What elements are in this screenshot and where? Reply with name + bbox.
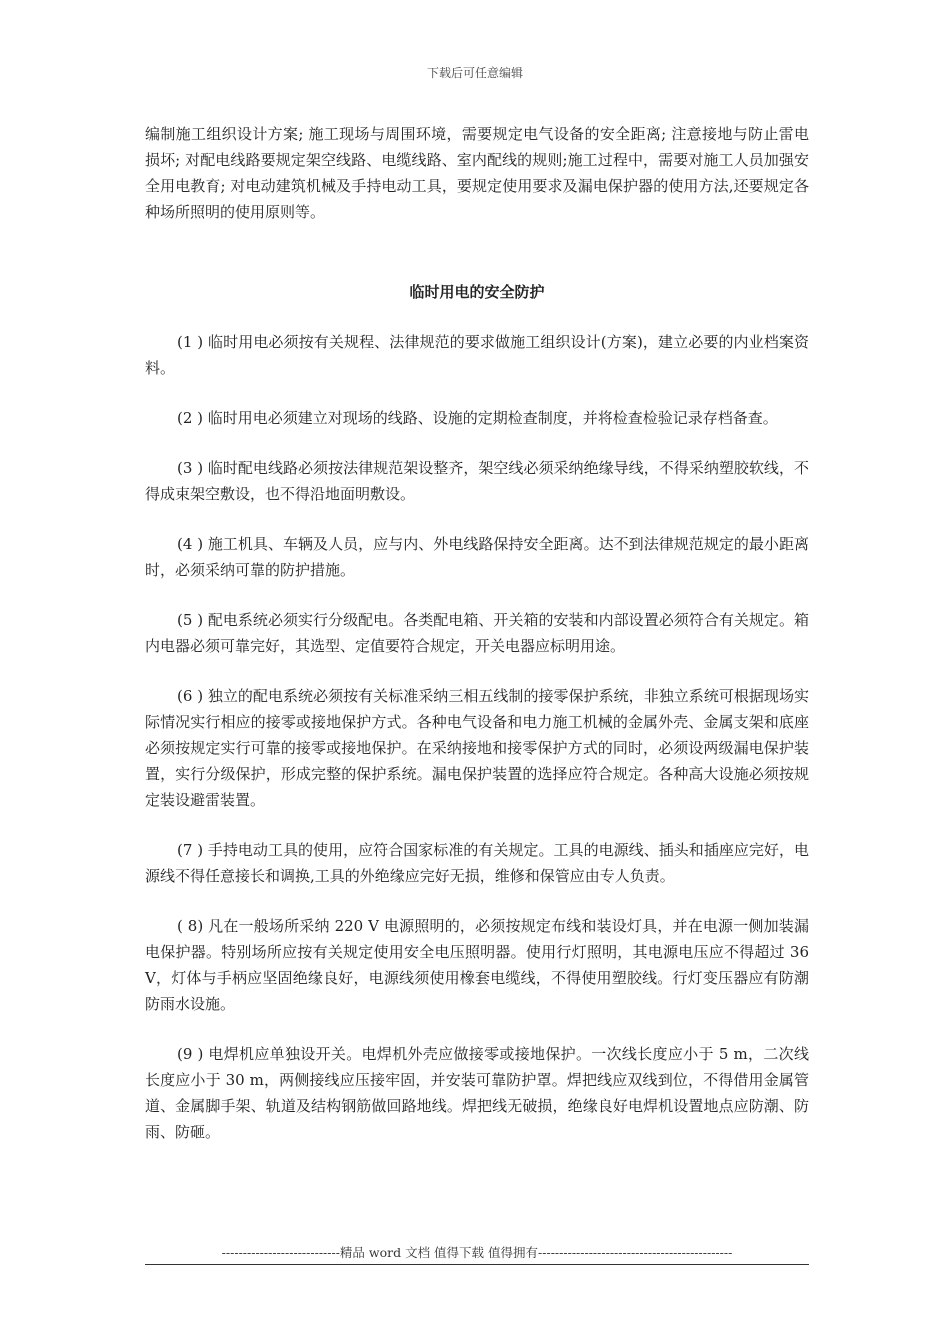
document-body xyxy=(145,121,809,1169)
list-item: (3 ) 临时配电线路必须按法律规范架设整齐，架空线必须采纳绝缘导线，不得采纳塑胶软线，不得成束架空敷设，也不得沿地面明敷设。 xyxy=(145,459,809,503)
list-item: ( 8) 凡在一般场所采纳 220 V 电源照明的，必须按规定布线和装设灯具，并在电源一侧加装漏电保护器。特别场所应按有关规定使用安全电压照明器。使用行灯照明，其电源电压应不得超过 36 V，灯体与手柄应坚固绝缘良好，电源线须使用橡套电缆线，不得使用塑胶线。行灯变压器应有防潮防雨水设施。 xyxy=(145,917,809,1013)
list-item: (7 ) 手持电动工具的使用，应符合国家标准的有关规定。工具的电源线、插头和插座应完好，电源线不得任意接长和调换,工具的外绝缘应完好无损，维修和保管应由专人负责。 xyxy=(145,841,809,885)
intro-paragraph: 编制施工组织设计方案; 施工现场与周围环境，需要规定电气设备的安全距离; 注意接地与防止雷电损坏; 对配电线路要规定架空线路、电缆线路、室内配线的规则;施工过程中，需要对施工人员加强安全用电教育; 对电动建筑机械及手持电动工具，要规定使用要求及漏电保护器的使用方法,还要规定各种场所照明的使用原则等。 xyxy=(145,125,809,221)
page-footer: ----------------------------精品 word 文档 值得下载 值得拥有---------------------------------------------- xyxy=(145,1243,809,1265)
list-item: (5 ) 配电系统必须实行分级配电。各类配电箱、开关箱的安装和内部设置必须符合有关规定。箱内电器必须可靠完好，其选型、定值要符合规定，开关电器应标明用途。 xyxy=(145,611,809,655)
page-header: 下载后可任意编辑 xyxy=(426,66,523,80)
list-item: (4 ) 施工机具、车辆及人员，应与内、外电线路保持安全距离。达不到法律规范规定的最小距离时，必须采纳可靠的防护措施。 xyxy=(145,535,809,579)
list-item: (6 ) 独立的配电系统必须按有关标准采纳三相五线制的接零保护系统，非独立系统可根据现场实际情况实行相应的接零或接地保护方式。各种电气设备和电力施工机械的金属外壳、金属支架和底座必须按规定实行可靠的接零或接地保护。在采纳接地和接零保护方式的同时，必须设两级漏电保护装置，实行分级保护，形成完整的保护系统。漏电保护装置的选择应符合规定。各种高大设施必须按规定装设避雷装置。 xyxy=(145,687,809,809)
section-title: 临时用电的安全防护 xyxy=(409,283,545,301)
list-item: (1 ) 临时用电必须按有关规程、法律规范的要求做施工组织设计(方案)，建立必要的内业档案资料。 xyxy=(145,333,809,377)
list-item: (9 ) 电焊机应单独设开关。电焊机外壳应做接零或接地保护。一次线长度应小于 5 m，二次线长度应小于 30 m，两侧接线应压接牢固，并安装可靠防护罩。焊把线应双线到位，不得借用金属管道、金属脚手架、轨道及结构钢筋做回路地线。焊把线无破损，绝缘良好电焊机设置地点应防潮、防雨、防砸。 xyxy=(145,1045,809,1141)
list-item: (2 ) 临时用电必须建立对现场的线路、设施的定期检查制度，并将检查检验记录存档备查。 xyxy=(177,409,778,427)
